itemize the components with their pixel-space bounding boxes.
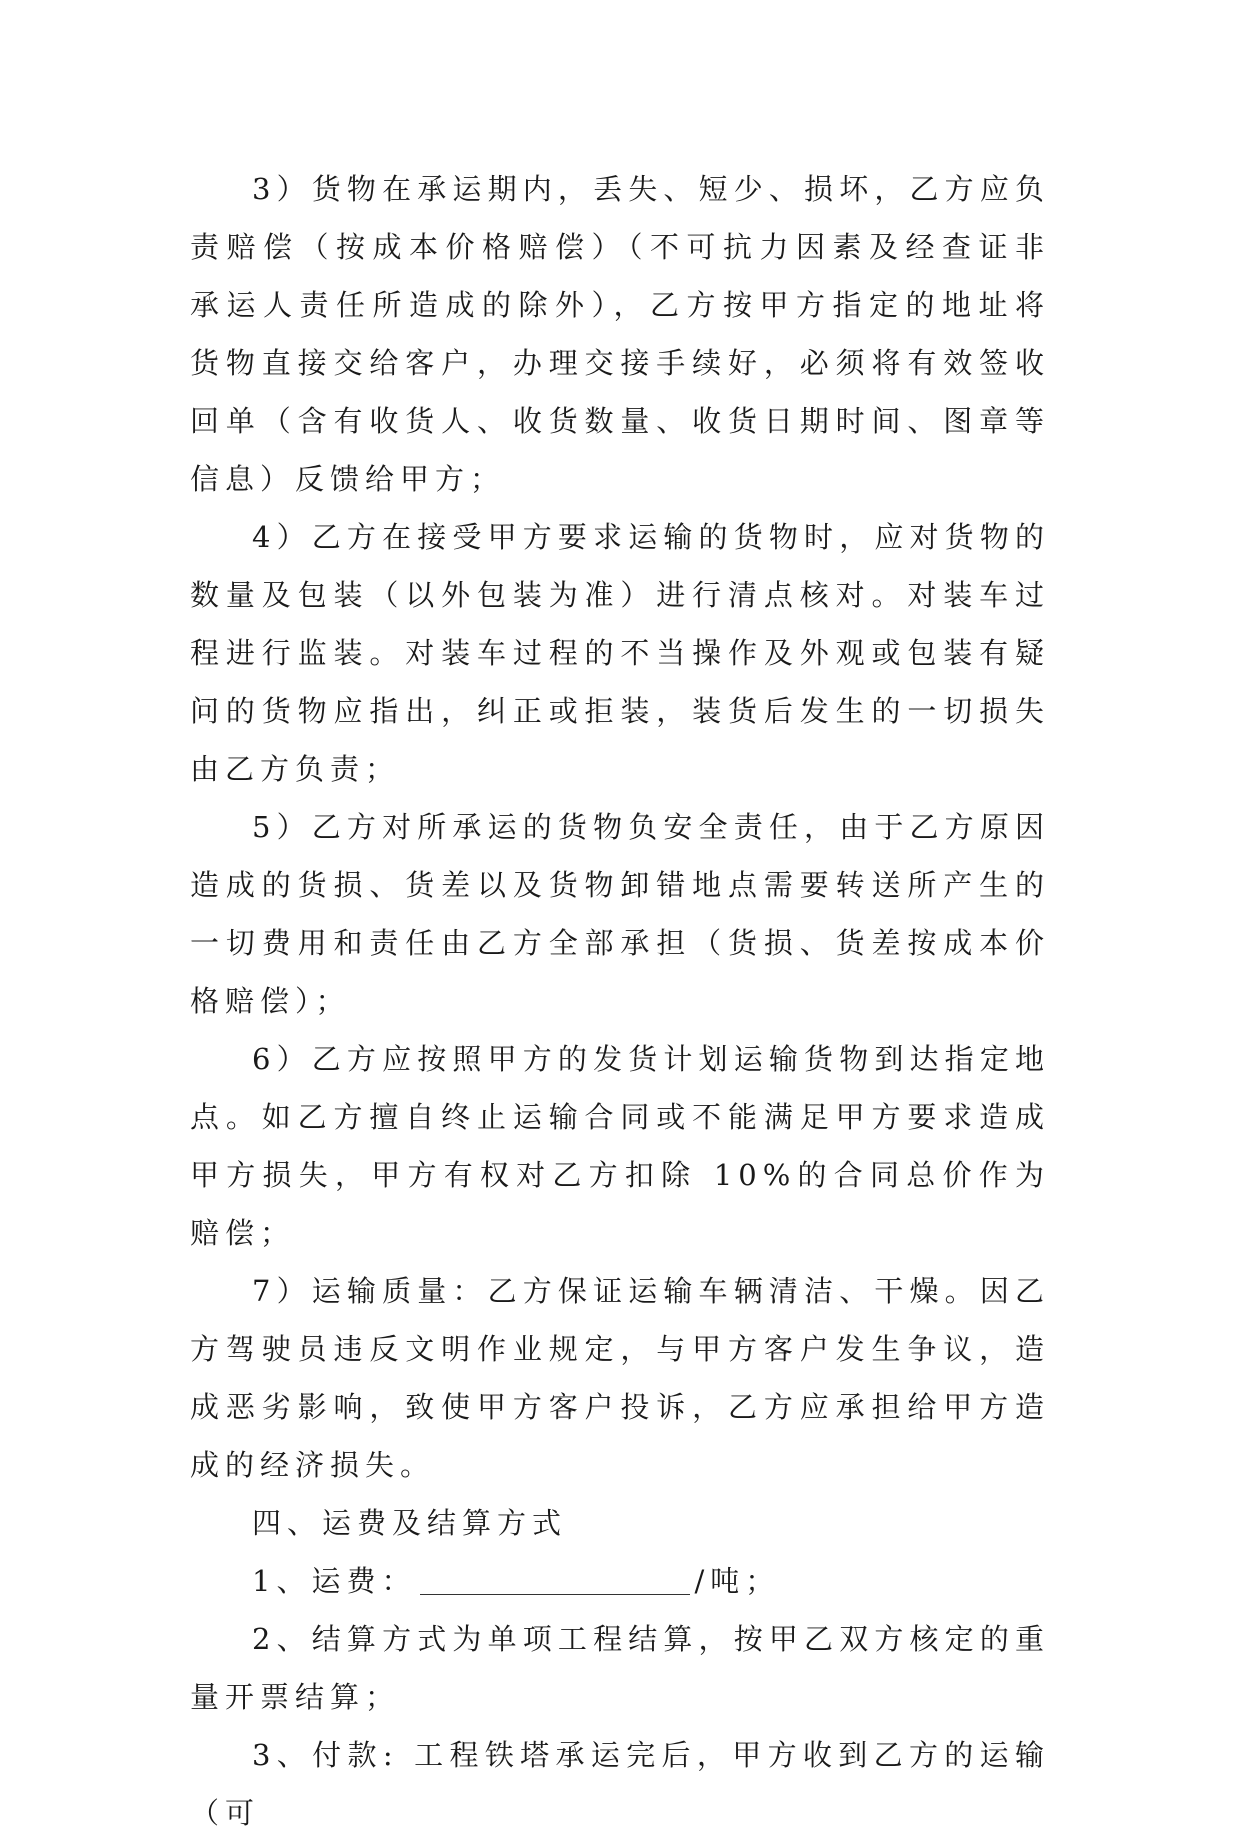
- freight-unit: /吨；: [694, 1564, 781, 1598]
- clause-6-paragraph: 6）乙方应按照甲方的发货计划运输货物到达指定地点。如乙方擅自终止运输合同或不能满足甲方要求造成甲方损失，甲方有权对乙方扣除 10%的合同总价作为赔偿；: [190, 1042, 1050, 1250]
- clause-5-paragraph: 5）乙方对所承运的货物负安全责任，由于乙方原因造成的货损、货差以及货物卸错地点需要转送所产生的一切费用和责任由乙方全部承担（货损、货差按成本价格赔偿）；: [190, 810, 1050, 1018]
- settlement-paragraph: 2、结算方式为单项工程结算，按甲乙双方核定的重量开票结算；: [190, 1622, 1050, 1714]
- freight-label: 1、运费：: [252, 1564, 417, 1598]
- freight-line: [190, 1552, 1050, 1610]
- freight-blank: [420, 1560, 690, 1595]
- clause-7-paragraph: 7）运输质量：乙方保证运输车辆清洁、干燥。因乙方驾驶员违反文明作业规定，与甲方客户发生争议，造成恶劣影响，致使甲方客户投诉，乙方应承担给甲方造成的经济损失。: [190, 1274, 1050, 1482]
- clause-4-paragraph: 4）乙方在接受甲方要求运输的货物时，应对货物的数量及包装（以外包装为准）进行清点核对。对装车过程进行监装。对装车过程的不当操作及外观或包装有疑问的货物应指出，纠正或拒装，装货后发生的一切损失由乙方负责；: [190, 520, 1050, 786]
- clause-3-paragraph: 3）货物在承运期内，丢失、短少、损坏，乙方应负责赔偿（按成本价格赔偿）（不可抗力因素及经查证非承运人责任所造成的除外），乙方按甲方指定的地址将货物直接交给客户，办理交接手续好，必须将有效签收回单（含有收货人、收货数量、收货日期时间、图章等信息）反馈给甲方；: [190, 172, 1050, 496]
- section-heading: 四、运费及结算方式: [252, 1506, 568, 1540]
- payment-paragraph: 3、付款: 工程铁塔承运完后，甲方收到乙方的运输（可: [190, 1738, 1050, 1830]
- document-body: [190, 160, 1050, 1842]
